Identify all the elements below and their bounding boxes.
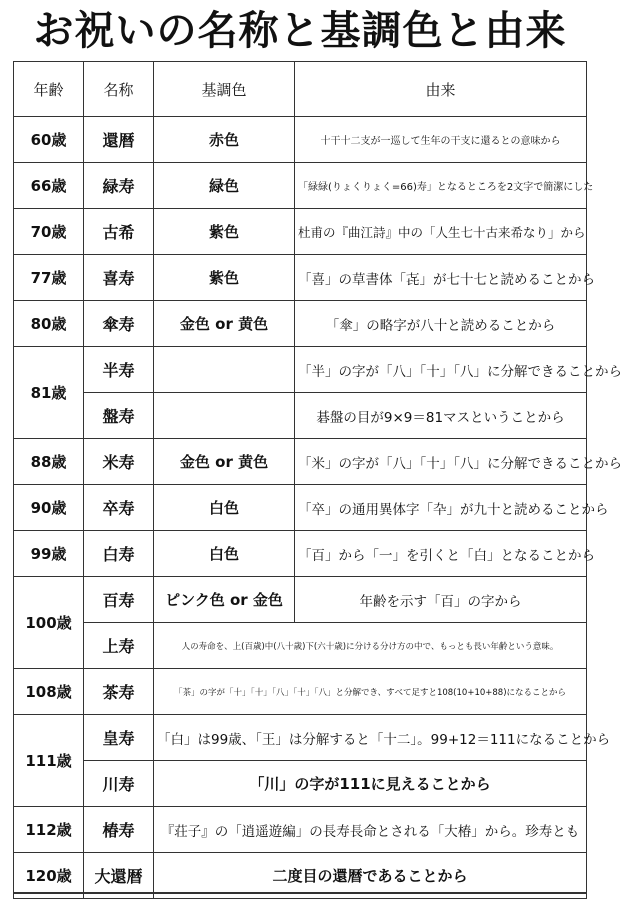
name-cell: 還暦 [84,117,154,163]
name-cell: 緑寿 [84,163,154,209]
table-row [14,439,587,485]
name-cell: 盤寿 [84,393,154,439]
color-cell: 紫色 [154,209,295,255]
color-cell: 金色 or 黄色 [154,439,295,485]
age-cell: 88歳 [14,439,84,485]
color-cell: 白色 [154,531,295,577]
table-row [14,669,587,715]
table-row [14,485,587,531]
bottom-rule [13,892,586,894]
origin-cell: 『荘子』の「逍遥遊編」の長寿長命とされる「大椿」から。珍寿とも [154,807,587,853]
header-origin: 由来 [295,62,587,117]
table-row [14,393,587,439]
name-cell: 喜寿 [84,255,154,301]
name-cell: 上寿 [84,623,154,669]
age-cell: 99歳 [14,531,84,577]
name-cell: 川寿 [84,761,154,807]
color-cell: ピンク色 or 金色 [154,577,295,623]
origin-cell: 「米」の字が「八」「十」「八」に分解できることから [295,439,587,485]
name-cell: 白寿 [84,531,154,577]
origin-cell: 「川」の字が111に見えることから [154,761,587,807]
origin-cell: 「緑緑(りょくりょく=66)寿」となるところを2文字で簡潔にした [295,163,587,209]
header-name: 名称 [84,62,154,117]
origin-cell: 「茶」の字が「十」「十」「八」「十」「八」と分解でき、すべて足すと108(10+10+88)になることから [154,669,587,715]
origin-cell: 「百」から「一」を引くと「白」となることから [295,531,587,577]
name-cell: 百寿 [84,577,154,623]
name-cell: 米寿 [84,439,154,485]
age-cell: 77歳 [14,255,84,301]
table-row [14,531,587,577]
name-cell: 卒寿 [84,485,154,531]
age-cell: 80歳 [14,301,84,347]
page-title: お祝いの名称と基調色と由来 [33,8,567,54]
table-row [14,117,587,163]
origin-cell: 「白」は99歳、「王」は分解すると「十二」。99+12＝111になることから [154,715,587,761]
celebration-table [13,61,622,899]
origin-cell: 碁盤の目が9×9＝81マスということから [295,393,587,439]
age-cell: 111歳 [14,715,84,807]
origin-cell: 「半」の字が「八」「十」「八」に分解できることから [295,347,587,393]
table-row [14,347,587,393]
color-cell [154,393,295,439]
color-cell: 緑色 [154,163,295,209]
origin-cell: 十干十二支が一巡して生年の干支に還るとの意味から [295,117,587,163]
origin-cell: 杜甫の『曲江詩』中の「人生七十古来希なり」から [295,209,587,255]
origin-cell: 「卒」の通用異体字「卆」が九十と読めることから [295,485,587,531]
table-row [14,623,587,669]
header-row [14,62,587,117]
table-row [14,301,587,347]
origin-cell: 人の寿命を、上(百歳)中(八十歳)下(六十歳)に分ける分け方の中で、もっとも長い年齢という意味。 [154,623,587,669]
color-cell: 紫色 [154,255,295,301]
age-cell: 81歳 [14,347,84,439]
age-cell: 90歳 [14,485,84,531]
color-cell: 白色 [154,485,295,531]
name-cell: 大還暦 [84,853,154,899]
table-row [14,577,587,623]
age-cell: 108歳 [14,669,84,715]
name-cell: 半寿 [84,347,154,393]
origin-cell: 年齢を示す「百」の字から [295,577,587,623]
color-cell: 赤色 [154,117,295,163]
age-cell: 60歳 [14,117,84,163]
age-cell: 100歳 [14,577,84,669]
age-cell: 66歳 [14,163,84,209]
origin-cell: 「喜」の草書体「㐂」が七十七と読めることから [295,255,587,301]
color-cell [154,347,295,393]
age-cell: 70歳 [14,209,84,255]
color-cell: 金色 or 黄色 [154,301,295,347]
origin-cell: 二度目の還暦であることから [154,853,587,899]
age-cell: 112歳 [14,807,84,853]
table-row [14,807,587,853]
table-row [14,255,587,301]
table-row [14,209,587,255]
header-age: 年齢 [14,62,84,117]
name-cell: 古希 [84,209,154,255]
name-cell: 茶寿 [84,669,154,715]
table-row [14,761,587,807]
name-cell: 傘寿 [84,301,154,347]
header-color: 基調色 [154,62,295,117]
age-cell: 120歳 [14,853,84,899]
origin-cell: 「傘」の略字が八十と読めることから [295,301,587,347]
name-cell: 皇寿 [84,715,154,761]
table-row [14,163,587,209]
table-row [14,715,587,761]
name-cell: 椿寿 [84,807,154,853]
